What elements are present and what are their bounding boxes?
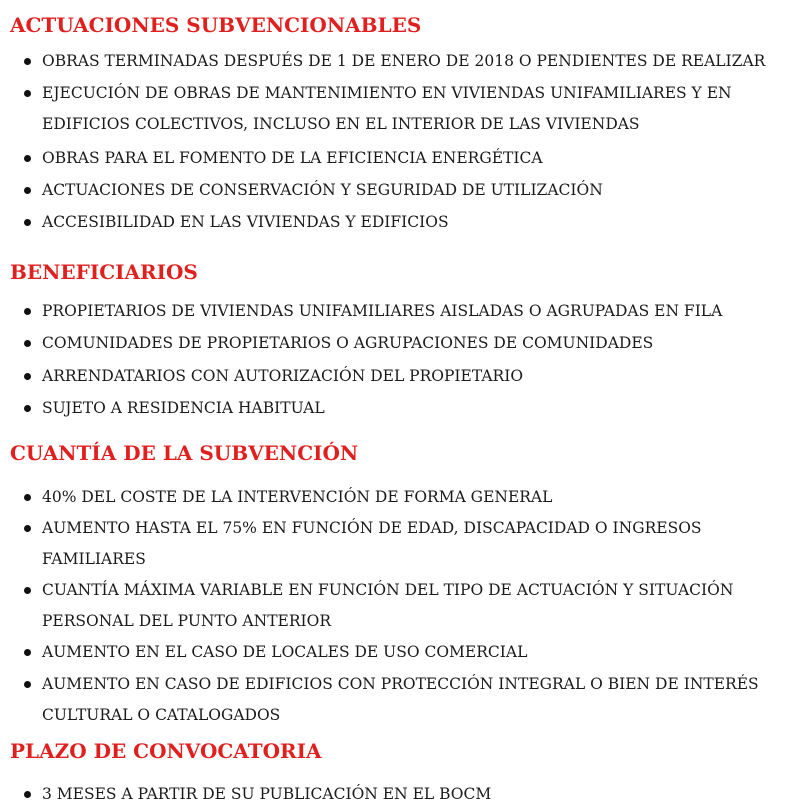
section-title: BENEFICIARIOS [10,260,198,284]
bullet-icon [24,525,31,532]
list-item-text: 3 MESES A PARTIR DE SU PUBLICACIÓN EN EL BOCM [42,785,492,803]
list-item-text: SUJETO A RESIDENCIA HABITUAL [42,399,325,417]
list-item-text: AUMENTO EN EL CASO DE LOCALES DE USO COMERCIAL [42,643,528,661]
bullet-icon [24,219,31,226]
section-title: CUANTÍA DE LA SUBVENCIÓN [10,441,359,465]
list-item-text: AUMENTO EN CASO DE EDIFICIOS CON PROTECCIÓN INTEGRAL O BIEN DE INTERÉS CULTURAL O CATALOGADOS [42,675,759,724]
bullet-icon [24,155,31,162]
bullet-icon [24,58,31,65]
bullet-icon [24,681,31,688]
section-title: ACTUACIONES SUBVENCIONABLES [10,13,422,37]
list-item-text: OBRAS TERMINADAS DESPUÉS DE 1 DE ENERO DE 2018 O PENDIENTES DE REALIZAR [42,52,766,70]
bullet-icon [24,308,31,315]
bullet-icon [24,791,31,798]
bullet-icon [24,494,31,501]
list-item-text: ARRENDATARIOS CON AUTORIZACIÓN DEL PROPIETARIO [42,367,524,385]
section-title: PLAZO DE CONVOCATORIA [10,739,322,763]
bullet-icon [24,340,31,347]
bullet-icon [24,405,31,412]
bullet-icon [24,649,31,656]
list-item-text: OBRAS PARA EL FOMENTO DE LA EFICIENCIA ENERGÉTICA [42,149,543,167]
list-item-text: CUANTÍA MÁXIMA VARIABLE EN FUNCIÓN DEL TIPO DE ACTUACIÓN Y SITUACIÓN PERSONAL DEL PUNTO ANTERIOR [42,581,734,630]
list-item-text: COMUNIDADES DE PROPIETARIOS O AGRUPACIONES DE COMUNIDADES [42,334,654,352]
list-item-text: PROPIETARIOS DE VIVIENDAS UNIFAMILIARES AISLADAS O AGRUPADAS EN FILA [42,302,723,320]
list-item-text: AUMENTO HASTA EL 75% EN FUNCIÓN DE EDAD, DISCAPACIDAD O INGRESOS FAMILIARES [42,519,702,568]
bullet-icon [24,587,31,594]
list-item-text: ACTUACIONES DE CONSERVACIÓN Y SEGURIDAD DE UTILIZACIÓN [42,181,603,199]
list-item-text: ACCESIBILIDAD EN LAS VIVIENDAS Y EDIFICIOS [42,213,449,231]
bullet-icon [24,373,31,380]
list-item-text: 40% DEL COSTE DE LA INTERVENCIÓN DE FORMA GENERAL [42,488,553,506]
bullet-icon [24,187,31,194]
bullet-icon [24,90,31,97]
list-item-text: EJECUCIÓN DE OBRAS DE MANTENIMIENTO EN VIVIENDAS UNIFAMILIARES Y EN EDIFICIOS COLECTIVOS, INCLUSO EN EL INTERIOR DE LAS VIVIENDAS [42,84,732,133]
